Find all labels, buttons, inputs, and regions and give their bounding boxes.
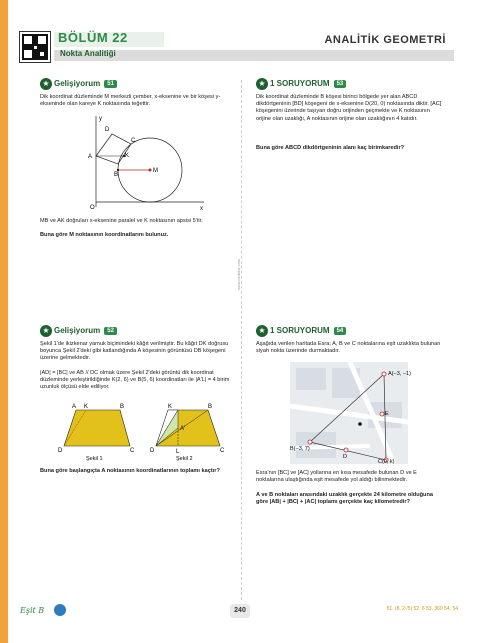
q53-text: Dik koordinat düzleminde B köşesi birinci bölgede yer alan ABCD dikdörtgeninin [BD] köşegeni de x-eksenine D(20, 0) noktasında diktir. [AC] köşegenini üzerinde taşıyan doğru orijinden geçmekte ve K noktasının orijine olan uzaklığı, A noktasının orijine olan uzaklığının 4 katıdır.: [256, 94, 442, 122]
topic-title: ANALİTİK GEOMETRİ: [324, 34, 446, 46]
q54-map: [290, 362, 411, 465]
footer-logo: Eşit B: [20, 606, 45, 615]
fig2-label-a: A': [180, 426, 186, 432]
fig-label-y: y: [99, 116, 102, 122]
qr-code[interactable]: [20, 32, 50, 62]
column-divider: [241, 80, 242, 600]
q53-question: Buna göre ABCD dikdörtgeninin alanı kaç birimkaredir?: [256, 145, 405, 151]
map-label-a: A(−3, −1): [388, 371, 411, 377]
fig1-label-b: B: [120, 404, 125, 410]
q51-text: Dik koordinat düzleminde M merkezli çember, x-eksenine ve bir köşesi y-ekseninde olan kareye K noktasında teğettir.: [40, 94, 221, 108]
q52-question: Buna göre başlangıçta A noktasının koordinatlarının toplamı kaçtır?: [40, 468, 220, 474]
q54-text2: Esra'nın [BC] ve [AC] yollarına en kısa mesafede bulunan D ve E noktalarına ulaştığında eşit mesafede yol aldığı bilinmektedir.: [256, 470, 417, 484]
star-icon: ★: [40, 325, 52, 337]
map-label-c: C(0, k): [378, 459, 395, 465]
q52-badge-num: 52: [104, 327, 117, 335]
section-label: Nokta Analitiği: [60, 49, 116, 58]
q51-text2: MB ve AK doğruları x-eksenine paralel ve K noktasının apsisi 5'tir.: [40, 218, 203, 224]
q52-badge-title: Gelişiyorum: [54, 326, 101, 335]
q54-question: A ve B noktaları arasındaki uzaklık gerçekte 24 kilometre olduğuna göre |AB| + |BC| + |AC| toplamı gerçekte kaç kilometredir?: [256, 492, 433, 506]
map-label-d: D: [343, 454, 347, 460]
fig1-label-a: A: [72, 404, 77, 410]
fig2-label-k: K: [168, 404, 173, 410]
q52-text: Şekil 1'de ikizkenar yamuk biçimindeki kâğıt verilmiştir. Bu kâğıt DK doğrusu boyunca Şekil 2'deki gibi katlandığında A köşesinin görüntüsü DB köşegeni üzerine gelmektedir.: [40, 341, 229, 362]
side-url: www.ozdebir.com: [236, 258, 241, 290]
answer-key: 51. (8, 2√5) 52. 6 53. 360 54. 54: [386, 606, 458, 612]
q54-badge: [256, 325, 346, 336]
q51-figure: [76, 112, 206, 212]
map-label-b: B(−3, 7): [290, 446, 310, 452]
fig-label-b: B: [114, 172, 119, 178]
fig-label-o: O: [90, 205, 95, 211]
q54-text: Aşağıda verilen haritada Esra; A, B ve C noktalarına eşit uzaklıkta bulunan siyah nokta üzerinde durmaktadır.: [256, 341, 441, 355]
fig1-label-d: D: [58, 448, 63, 454]
fig2-label-l: L: [176, 449, 180, 455]
fig2-label-b: B: [208, 404, 213, 410]
q53-badge-title: 1 SORUYORUM: [270, 79, 330, 88]
fig1-caption: Şekil 1: [86, 456, 103, 462]
q51-question: Buna göre M noktasının koordinatlarını bulunuz.: [40, 232, 169, 238]
fig-label-x: x: [200, 206, 203, 212]
page-edge-strip: [0, 0, 8, 643]
fig-label-d: D: [105, 127, 110, 133]
fig-label-k: K: [125, 153, 130, 159]
fig-label-a: A: [88, 154, 93, 160]
q53-badge: [256, 78, 346, 89]
star-icon: ★: [256, 78, 268, 90]
fig2-label-c: C: [220, 448, 225, 454]
q52-figures: [58, 400, 228, 462]
q54-badge-num: 54: [334, 327, 347, 335]
q51-badge: [40, 78, 117, 89]
q53-badge-num: 53: [334, 80, 347, 88]
chapter-label: BÖLÜM 22: [58, 30, 128, 45]
fig2-label-d: D: [150, 448, 155, 454]
fig-label-m: M: [153, 168, 158, 174]
q51-badge-title: Gelişiyorum: [54, 79, 101, 88]
page-number: 240: [230, 604, 250, 618]
star-icon: ★: [40, 78, 52, 90]
fig1-label-k: K: [84, 404, 89, 410]
q52-text2: |AD| = |BC| ve AB // DC olmak üzere Şekil 2'deki görüntü dik koordinat düzleminde yerleştirildiğinde K(2, 6) ve B(5, 6) koordinatları ile |A'L| = 4 birim uzunluk ölçüsü elde ediliyor.: [40, 370, 230, 391]
q54-badge-title: 1 SORUYORUM: [270, 326, 330, 335]
map-label-e: E: [385, 411, 389, 417]
fig-label-c: C: [131, 138, 136, 144]
star-icon: ★: [256, 325, 268, 337]
publisher-logo-icon: [54, 604, 66, 616]
q52-badge: [40, 325, 117, 336]
q51-badge-num: 51: [104, 80, 117, 88]
fig1-label-c: C: [130, 448, 135, 454]
fig2-caption: Şekil 2: [176, 456, 193, 462]
